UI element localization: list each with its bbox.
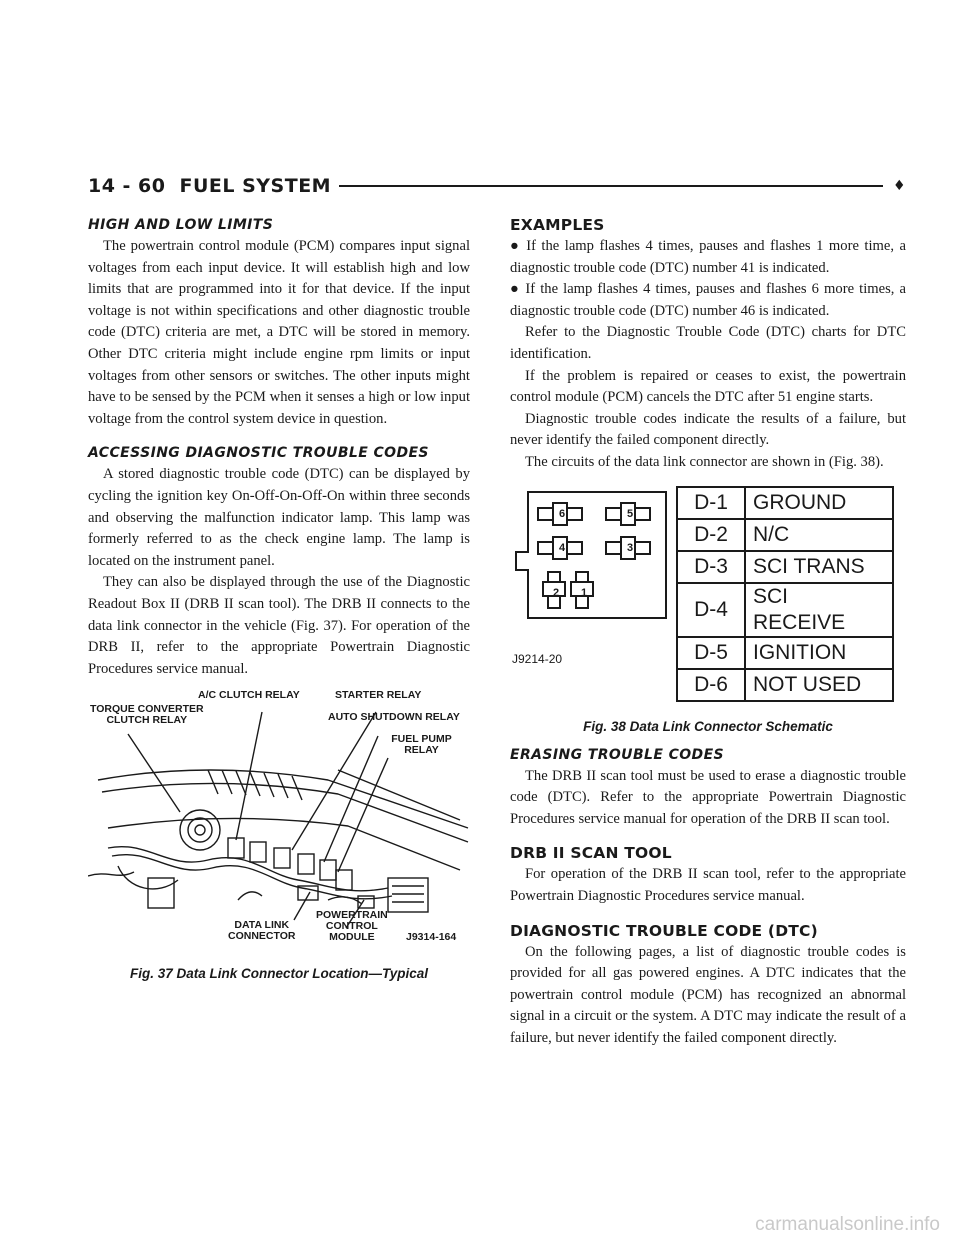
table-row: D-4 SCI RECEIVE <box>677 583 893 637</box>
label-ac-clutch-relay: A/C CLUTCH RELAY <box>198 689 300 702</box>
page-number: 14 - 60 <box>88 175 166 197</box>
dtc-heading: DIAGNOSTIC TROUBLE CODE (DTC) <box>510 921 818 940</box>
high-low-heading: HIGH AND LOW LIMITS <box>88 217 274 233</box>
header-rule <box>339 185 883 187</box>
accessing-paragraph-2: They can also be displayed through the use of the Diagnostic Readout Box II (DRB II scan tool). The DRB II connects to the data link connector in the vehicle (Fig. 37). For operation of the DRB II, refer to the appropriate Powertrain Diagnostic Procedures service manual. <box>88 574 470 677</box>
pin-2-label: 2 <box>552 586 560 599</box>
pin-3-label: 3 <box>626 541 634 554</box>
example-bullet-2: ● If the lamp flashes 4 times, pauses and flashes 6 more times, a diagnostic trouble code (DTC) number 46 is indicated. <box>510 281 906 319</box>
table-row: D-6 NOT USED <box>677 669 893 701</box>
page-header <box>88 172 906 200</box>
diamond-icon: ♦ <box>892 178 906 194</box>
left-column <box>88 214 470 988</box>
dtc-paragraph: On the following pages, a list of diagnostic trouble codes is provided for all gas powered engines. A DTC indicates that the powertrain control module (PCM) has recognized an abnormal signal in a circuit or the system. A DTC may indicate the result of a failure, but never identify the failed component directly. <box>510 943 906 1046</box>
figure-38-caption: Fig. 38 Data Link Connector Schematic <box>583 718 833 734</box>
label-fuel-pump: FUEL PUMP RELAY <box>391 733 452 757</box>
high-low-paragraph: The powertrain control module (PCM) compares input signal voltages from each input device. It will establish high and low limits that are programmed into it for that device. If the input voltage is not within specifications and other diagnostic trouble code (DTC) criteria are met, a DTC will be stored in memory. Other DTC criteria might include engine rpm limits or input voltages from other sensors or switches. The other inputs might have to be sensed by the PCM when it senses a high or low input voltage from the control system device in question. <box>88 238 470 427</box>
label-data-link: DATA LINK CONNECTOR <box>228 919 296 943</box>
pin-1-label: 1 <box>580 586 588 599</box>
figure-38-id: J9214-20 <box>512 651 563 666</box>
site-watermark: carmanualsonline.info <box>755 1214 940 1235</box>
label-starter-relay: STARTER RELAY <box>335 689 422 702</box>
figure-37-id: J9314-164 <box>406 931 457 944</box>
example-bullet-1: ● If the lamp flashes 4 times, pauses and flashes 1 more time, a diagnostic trouble code (DTC) number 41 is indicated. <box>510 238 907 276</box>
label-pcm: POWERTRAIN CONTROL MODULE <box>316 909 388 944</box>
accessing-heading: ACCESSING DIAGNOSTIC TROUBLE CODES <box>88 445 429 462</box>
erasing-heading: ERASING TROUBLE CODES <box>510 746 725 763</box>
examples-heading: EXAMPLES <box>510 216 605 234</box>
erasing-paragraph: The DRB II scan tool must be used to erase a diagnostic trouble code (DTC). Refer to the appropriate Powertrain Diagnostic Procedures service manual for operation of the DRB II scan tool. <box>510 767 906 827</box>
engine-bay-illustration <box>88 700 470 943</box>
table-row: D-3 SCI TRANS <box>677 551 893 583</box>
accessing-paragraph-1: A stored diagnostic trouble code (DTC) can be displayed by cycling the ignition key On-Off-On-Off-On within three seconds and observing the malfunction indicator lamp. This lamp was formerly referred to as the check engine lamp. The lamp is located on the instrument panel. <box>88 466 470 569</box>
examples-para-2: If the problem is repaired or ceases to exist, the powertrain control module (PCM) cancels the DTC after 51 engine starts. <box>510 367 906 406</box>
pin-5-label: 5 <box>626 507 634 520</box>
table-row: D-1 GROUND <box>677 487 893 519</box>
drb-paragraph: For operation of the DRB II scan tool, refer to the appropriate Powertrain Diagnostic Procedures service manual. <box>510 866 906 904</box>
table-row: D-5 IGNITION <box>677 637 893 669</box>
examples-para-3: Diagnostic trouble codes indicate the results of a failure, but never identify the failed component directly. <box>510 410 906 449</box>
pinout-table <box>676 486 894 702</box>
figure-37 <box>88 688 470 988</box>
examples-para-4: The circuits of the data link connector are shown in (Fig. 38). <box>525 453 884 470</box>
table-row: D-2 N/C <box>677 519 893 551</box>
label-auto-shutdown: AUTO SHUTDOWN RELAY <box>328 711 460 724</box>
drb-heading: DRB II SCAN TOOL <box>510 844 672 863</box>
right-column <box>510 214 906 1049</box>
pin-6-label: 6 <box>558 507 566 520</box>
connector-face-diagram <box>512 488 672 624</box>
figure-38 <box>510 482 906 744</box>
pin-4-label: 4 <box>558 541 566 554</box>
label-torque-converter: TORQUE CONVERTER CLUTCH RELAY <box>90 703 204 727</box>
examples-para-1: Refer to the Diagnostic Trouble Code (DTC) charts for DTC identification. <box>510 324 906 362</box>
section-title: FUEL SYSTEM <box>179 175 332 197</box>
figure-37-caption: Fig. 37 Data Link Connector Location—Typical <box>129 966 429 982</box>
